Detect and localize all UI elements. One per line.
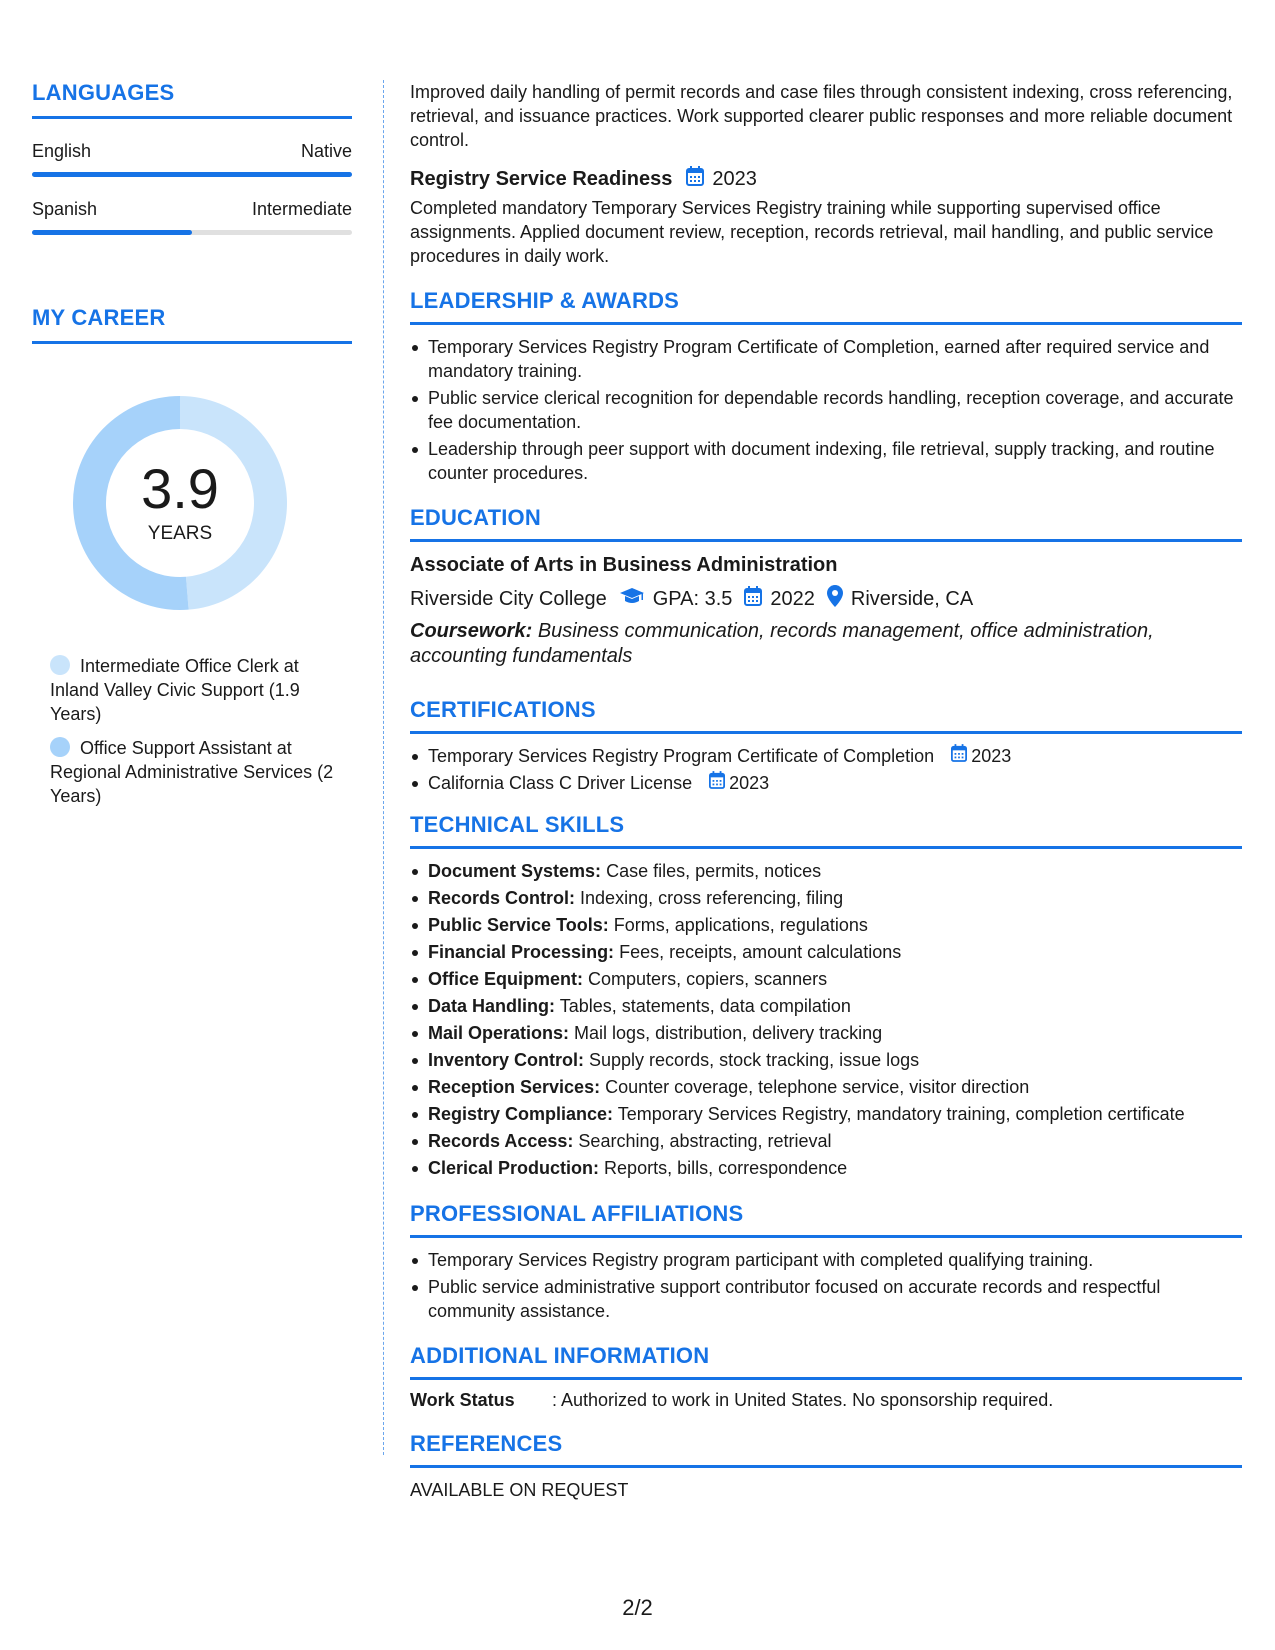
right-column xyxy=(410,80,1242,1501)
skill-label: Financial Processing: xyxy=(428,942,615,962)
certifications-section xyxy=(410,697,1242,796)
affiliations-title: PROFESSIONAL AFFILIATIONS xyxy=(410,1201,744,1226)
skill-value: Forms, applications, regulations xyxy=(613,915,868,935)
skill-label: Inventory Control: xyxy=(428,1050,584,1070)
work-status-value: : Authorized to work in United States. No sponsorship required. xyxy=(552,1390,1054,1410)
career-legend-label: Intermediate Office Clerk at Inland Valley Civic Support (1.9 Years) xyxy=(50,656,300,724)
coursework-text: Business communication, records management, office administration, accounting fundamentals xyxy=(410,620,1154,667)
skill-value: Computers, copiers, scanners xyxy=(588,969,828,989)
skill-label: Mail Operations: xyxy=(428,1023,570,1043)
skill-item xyxy=(410,967,1242,992)
education-section xyxy=(410,505,1242,669)
language-bar-fill xyxy=(32,172,352,177)
skill-value: Searching, abstracting, retrieval xyxy=(578,1131,832,1151)
section-rule xyxy=(410,731,1242,734)
affiliations-section xyxy=(410,1201,1242,1323)
legend-dot xyxy=(50,655,70,675)
skill-item xyxy=(410,913,1242,938)
cert-name: Temporary Services Registry Program Certificate of Completion xyxy=(428,746,935,766)
skill-value: Temporary Services Registry, mandatory training, completion certificate xyxy=(617,1104,1185,1124)
language-level: Intermediate xyxy=(251,199,352,219)
skill-item xyxy=(410,1048,1242,1073)
left-column xyxy=(32,80,352,818)
skill-label: Reception Services: xyxy=(428,1077,601,1097)
education-school: Riverside City College xyxy=(410,587,607,610)
section-rule xyxy=(410,1377,1242,1380)
list-item: Public service clerical recognition for dependable records handling, reception coverage, and accurate fee documentation. xyxy=(410,386,1242,434)
experience-entry-text: Completed mandatory Temporary Services Registry training while supporting supervised office assignments. Applied document review, reception, records retrieval, mail handling, and public service procedures in daily work. xyxy=(410,198,1214,266)
leadership-title: LEADERSHIP & AWARDS xyxy=(410,288,680,313)
section-rule xyxy=(410,322,1242,325)
skill-item xyxy=(410,940,1242,965)
additional-section xyxy=(410,1343,1242,1411)
list-item: Public service administrative support contributor focused on accurate records and respectful community assistance. xyxy=(410,1275,1242,1323)
section-rule xyxy=(410,1235,1242,1238)
work-status-label: Work Status xyxy=(410,1390,515,1410)
skill-value: Tables, statements, data compilation xyxy=(559,996,851,1016)
career-unit: YEARS xyxy=(147,523,213,544)
certifications-list xyxy=(410,744,1242,796)
education-gpa: GPA: 3.5 xyxy=(652,587,733,610)
language-item xyxy=(32,199,352,235)
calendar-icon xyxy=(744,586,762,612)
cert-year: 2023 xyxy=(729,773,770,793)
skill-label: Office Equipment: xyxy=(428,969,584,989)
education-location: Riverside, CA xyxy=(850,587,974,610)
language-bar xyxy=(32,172,352,177)
skill-item xyxy=(410,1129,1242,1154)
education-year: 2022 xyxy=(770,587,815,610)
career-legend-item xyxy=(50,654,340,726)
section-rule xyxy=(410,539,1242,542)
skill-item xyxy=(410,1102,1242,1127)
skill-item xyxy=(410,1021,1242,1046)
experience-entry-title: Registry Service Readiness xyxy=(410,167,673,190)
career-legend xyxy=(50,654,340,808)
education-degree: Associate of Arts in Business Administration xyxy=(410,554,838,576)
references-section xyxy=(410,1431,1242,1501)
language-name: English xyxy=(32,141,92,161)
skills-section xyxy=(410,812,1242,1181)
career-rule xyxy=(32,341,352,344)
skill-label: Clerical Production: xyxy=(428,1158,600,1178)
certifications-title: CERTIFICATIONS xyxy=(410,697,596,722)
education-coursework xyxy=(410,619,1242,669)
skill-value: Indexing, cross referencing, filing xyxy=(580,888,844,908)
leadership-section xyxy=(410,288,1242,485)
cert-name: California Class C Driver License xyxy=(428,773,693,793)
affiliations-list xyxy=(410,1248,1242,1323)
list-item: Leadership through peer support with document indexing, file retrieval, supply tracking, and routine counter procedures. xyxy=(410,437,1242,485)
skill-item xyxy=(410,886,1242,911)
career-legend-label: Office Support Assistant at Regional Administrative Services (2 Years) xyxy=(50,738,334,806)
language-bar xyxy=(32,230,352,235)
graduation-cap-icon xyxy=(619,587,645,611)
career-total: 3.9 xyxy=(141,457,219,520)
skill-value: Counter coverage, telephone service, visitor direction xyxy=(605,1077,1030,1097)
education-meta xyxy=(410,585,1242,613)
skill-label: Data Handling: xyxy=(428,996,556,1016)
language-level: Native xyxy=(300,141,352,161)
skill-label: Public Service Tools: xyxy=(428,915,609,935)
legend-dot xyxy=(50,737,70,757)
additional-title: ADDITIONAL INFORMATION xyxy=(410,1343,710,1368)
skill-value: Fees, receipts, amount calculations xyxy=(619,942,902,962)
calendar-icon xyxy=(951,744,967,769)
leadership-list xyxy=(410,335,1242,485)
skill-item xyxy=(410,1156,1242,1181)
education-title: EDUCATION xyxy=(410,505,541,530)
list-item: Temporary Services Registry program participant with completed qualifying training. xyxy=(410,1248,1242,1272)
skills-list xyxy=(410,859,1242,1181)
career-legend-item xyxy=(50,736,340,808)
language-bar-fill xyxy=(32,230,192,235)
cert-year: 2023 xyxy=(971,746,1012,766)
skill-label: Records Control: xyxy=(428,888,576,908)
skill-item xyxy=(410,1075,1242,1100)
list-item xyxy=(410,771,1242,796)
skill-value: Case files, permits, notices xyxy=(606,861,822,881)
experience-entry-header xyxy=(410,166,1242,192)
skill-item xyxy=(410,859,1242,884)
experience-description: Improved daily handling of permit records and case files through consistent indexing, cross referencing, retrieval, and issuance practices. Work supported clearer public responses and more reliable document control. xyxy=(410,82,1233,150)
list-item: Temporary Services Registry Program Certificate of Completion, earned after required service and mandatory training. xyxy=(410,335,1242,383)
skill-label: Records Access: xyxy=(428,1131,574,1151)
section-rule xyxy=(410,846,1242,849)
experience-entry-year: 2023 xyxy=(712,167,757,190)
skill-value: Mail logs, distribution, delivery tracking xyxy=(574,1023,883,1043)
section-rule xyxy=(410,1465,1242,1468)
languages-title: LANGUAGES xyxy=(32,80,175,105)
skills-title: TECHNICAL SKILLS xyxy=(410,812,625,837)
column-divider xyxy=(383,80,384,1455)
calendar-icon xyxy=(709,771,725,796)
references-text: AVAILABLE ON REQUEST xyxy=(410,1480,629,1500)
location-pin-icon xyxy=(827,585,843,613)
skill-item xyxy=(410,994,1242,1019)
skill-value: Supply records, stock tracking, issue logs xyxy=(589,1050,920,1070)
references-title: REFERENCES xyxy=(410,1431,563,1456)
career-title: MY CAREER xyxy=(32,305,166,330)
language-item xyxy=(32,141,352,177)
skill-label: Document Systems: xyxy=(428,861,602,881)
career-donut xyxy=(65,388,295,618)
work-status-row xyxy=(410,1390,1242,1411)
skill-label: Registry Compliance: xyxy=(428,1104,614,1124)
languages-rule xyxy=(32,116,352,119)
list-item xyxy=(410,744,1242,769)
page-number: 2/2 xyxy=(622,1595,653,1620)
language-name: Spanish xyxy=(32,199,98,219)
skill-value: Reports, bills, correspondence xyxy=(604,1158,848,1178)
calendar-icon xyxy=(686,166,704,192)
coursework-label: Coursework: xyxy=(410,620,533,642)
